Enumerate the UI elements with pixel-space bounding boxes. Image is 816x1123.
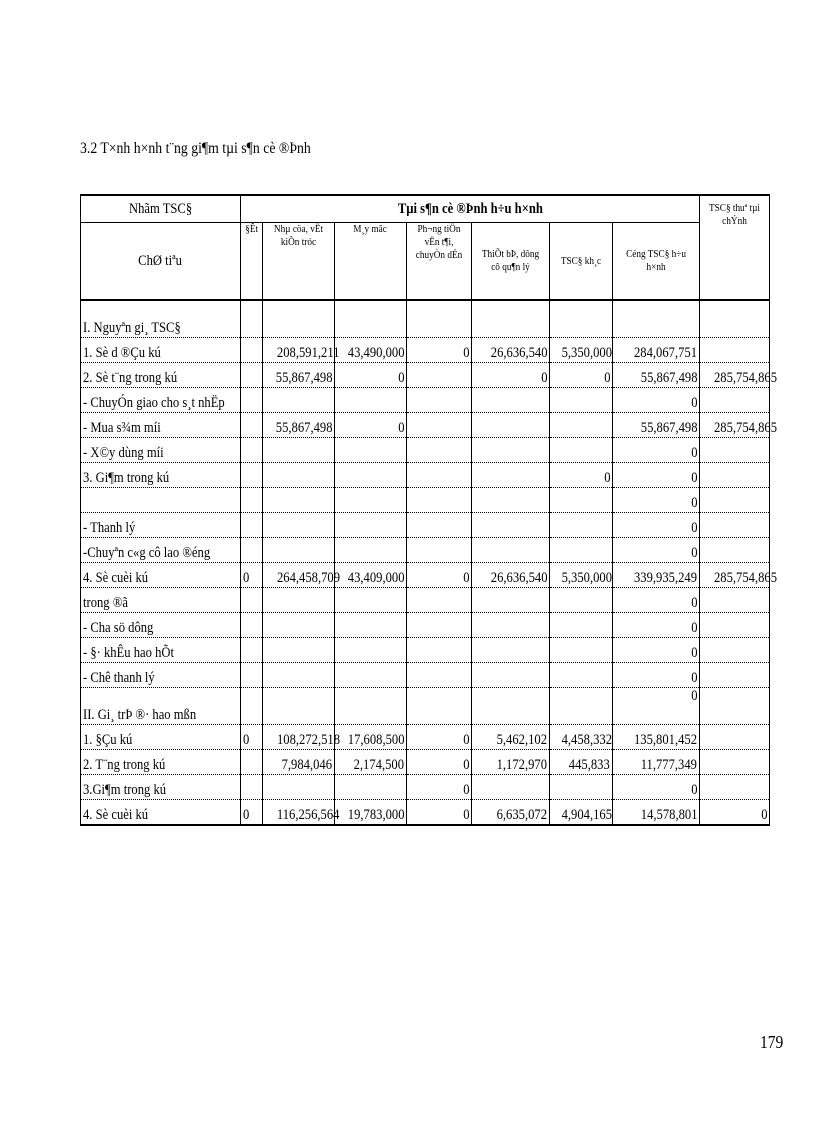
table-cell: 0 [613,463,700,488]
table-row [81,338,770,363]
table-cell [335,488,407,513]
table-cell: 43,490,000 [335,338,407,363]
table-cell [407,688,472,725]
table-cell [613,300,700,338]
table-cell: 0 [407,775,472,800]
table-cell [241,300,263,338]
table-cell [550,588,613,613]
table-row [81,438,770,463]
table-cell [263,463,335,488]
column-header-machinery: M¸y mãc [335,223,407,301]
table-cell [700,300,770,338]
criteria-header-cell: ChØ tiªu [81,223,241,301]
table-cell [407,363,472,388]
table-cell [241,438,263,463]
table-cell [335,638,407,663]
table-cell [335,538,407,563]
table-cell: 0 [241,800,263,826]
row-label: - Mua s¾m míi [81,413,241,438]
table-cell [241,363,263,388]
table-row [81,775,770,800]
table-cell [700,538,770,563]
table-cell: 5,350,000 [550,563,613,588]
table-cell: 0 [613,613,700,638]
table-cell [241,388,263,413]
table-cell [335,588,407,613]
header-row-group [81,195,770,223]
table-cell: 285,754,865 [700,413,770,438]
table-cell [550,775,613,800]
table-cell [700,775,770,800]
table-cell: 445,833 [550,750,613,775]
table-cell [700,438,770,463]
header-row-columns [81,223,770,301]
table-cell [472,488,550,513]
table-cell [550,300,613,338]
table-row [81,725,770,750]
table-cell [241,463,263,488]
table-cell [550,488,613,513]
table-row [81,688,770,725]
table-cell [241,538,263,563]
table-cell [241,338,263,363]
span-header-cell: Tµi s¶n cè ®Þnh h÷u h×nh [241,195,700,223]
table-cell: 0 [613,663,700,688]
table-cell: 26,636,540 [472,338,550,363]
table-cell [472,638,550,663]
table-cell: 0 [613,588,700,613]
table-cell [263,488,335,513]
table-cell [472,300,550,338]
group-header-cell: Nhãm TSC§ [81,195,241,223]
table-row [81,663,770,688]
table-row [81,800,770,826]
table-cell [550,388,613,413]
table-cell [472,513,550,538]
table-cell: 26,636,540 [472,563,550,588]
row-label [81,488,241,513]
fixed-asset-table [80,194,778,826]
table-cell: 0 [613,488,700,513]
table-row [81,613,770,638]
table-cell [407,300,472,338]
table-cell: 0 [613,688,700,725]
table-cell: 0 [613,775,700,800]
row-label: - Chê thanh lý [81,663,241,688]
row-label: - Cha sö dông [81,613,241,638]
table-cell [700,725,770,750]
table-cell [700,463,770,488]
table-cell [335,775,407,800]
table-cell [472,413,550,438]
table-cell: 5,350,000 [550,338,613,363]
column-header-buildings: Nhµ cöa, vËt kiÕn tróc [263,223,335,301]
table-cell [407,588,472,613]
table-cell: 5,462,102 [472,725,550,750]
table-cell [407,513,472,538]
table-row [81,488,770,513]
table-cell [263,388,335,413]
table-cell [241,413,263,438]
table-cell: 0 [550,463,613,488]
table-row [81,413,770,438]
table-cell [700,613,770,638]
table-cell [263,438,335,463]
row-label: - X©y dùng míi [81,438,241,463]
table-cell [335,688,407,725]
table-cell: 264,458,709 [263,563,335,588]
table-cell: 6,635,072 [472,800,550,826]
row-label: - ChuyÓn giao cho s¸t nhËp [81,388,241,413]
table-cell [550,513,613,538]
table-cell [407,613,472,638]
table-cell [700,488,770,513]
table-cell [263,613,335,638]
table-cell [700,513,770,538]
table-cell: 0 [613,638,700,663]
table-cell [241,613,263,638]
table-cell [263,663,335,688]
table-cell [700,588,770,613]
row-label: 2. Sè t¨ng trong kú [81,363,241,388]
row-label: - §· khÊu hao hÕt [81,638,241,663]
table-cell: 285,754,865 [700,363,770,388]
table-cell: 0 [407,563,472,588]
table-cell [263,538,335,563]
table-cell: 55,867,498 [263,363,335,388]
table-cell: 2,174,500 [335,750,407,775]
table-cell: 0 [550,363,613,388]
table-cell [550,613,613,638]
table-cell: 0 [335,363,407,388]
table-row [81,750,770,775]
table-cell [407,638,472,663]
row-label: 4. Sè cuèi kú [81,563,241,588]
table-cell [335,663,407,688]
table-cell [700,388,770,413]
table-cell: 0 [241,563,263,588]
table-cell [335,513,407,538]
table-cell [263,588,335,613]
table-cell: 55,867,498 [613,413,700,438]
table-cell: 0 [613,388,700,413]
table-cell [335,300,407,338]
table-cell [550,538,613,563]
table-row [81,538,770,563]
table-cell [263,638,335,663]
table-cell: 135,801,452 [613,725,700,750]
table-cell [407,488,472,513]
table-cell: 4,458,332 [550,725,613,750]
table-cell: 4,904,165 [550,800,613,826]
table-cell [472,538,550,563]
table-row [81,363,770,388]
row-label: 3.Gi¶m trong kú [81,775,241,800]
table-cell [550,663,613,688]
table-cell: 0 [407,750,472,775]
table-cell [335,613,407,638]
section-heading: 3.2 T×nh h×nh t¨ng gi¶m tµi s¶n cè ®Þnh [80,140,311,157]
row-label: 4. Sè cuèi kú [81,800,241,826]
row-label: 2. T¨ng trong kú [81,750,241,775]
table-cell: 55,867,498 [263,413,335,438]
table-cell [472,438,550,463]
table-cell [241,775,263,800]
page-number: 179 [760,1032,784,1052]
table-row [81,588,770,613]
table-cell [241,588,263,613]
table-cell [700,338,770,363]
table-cell: 116,256,564 [263,800,335,826]
table-cell [335,388,407,413]
table-cell: 284,067,751 [613,338,700,363]
table-cell: 208,591,211 [263,338,335,363]
table-cell: 0 [407,338,472,363]
table-cell [550,638,613,663]
table-cell [263,513,335,538]
column-header-total-tangible: Céng TSC§ h÷u h×nh [613,223,700,301]
row-label: - Thanh lý [81,513,241,538]
table-row [81,638,770,663]
table-cell: 19,783,000 [335,800,407,826]
table-cell [335,463,407,488]
table-cell: 0 [472,363,550,388]
table-cell [472,588,550,613]
table-cell [407,538,472,563]
table-cell: 108,272,518 [263,725,335,750]
table-cell [700,663,770,688]
table-cell [241,688,263,725]
row-label: 3. Gi¶m trong kú [81,463,241,488]
table-cell [550,688,613,725]
table-cell: 0 [613,438,700,463]
table-cell [550,438,613,463]
table-row [81,463,770,488]
table-cell [472,388,550,413]
column-header-finance-lease: TSC§ thuª tµi chÝnh [700,195,770,300]
table-cell [241,663,263,688]
table-cell: 0 [241,725,263,750]
table-cell [700,638,770,663]
table-cell: 0 [700,800,770,826]
column-header-equipment: ThiÕt bÞ, dông cô qu¶n lý [472,223,550,301]
table-cell [407,388,472,413]
table-cell [472,775,550,800]
table-cell: 7,984,046 [263,750,335,775]
table-cell [335,438,407,463]
table-cell [472,463,550,488]
table-cell [241,513,263,538]
table-cell [472,663,550,688]
table-cell: 0 [613,538,700,563]
column-header-land: §Êt [241,223,263,301]
table-cell: 11,777,349 [613,750,700,775]
table-cell: 1,172,970 [472,750,550,775]
table-cell [241,638,263,663]
table-cell [472,613,550,638]
row-label: II. Gi¸ trÞ ®· hao mßn [81,688,241,725]
table-cell [700,688,770,725]
table-row [81,388,770,413]
table-cell [241,488,263,513]
table-cell [263,688,335,725]
table-cell [241,750,263,775]
table-cell [700,750,770,775]
table-row [81,513,770,538]
table-cell: 0 [407,800,472,826]
table-cell: 339,935,249 [613,563,700,588]
table-cell [263,300,335,338]
table-row [81,563,770,588]
column-header-vehicles: Ph¬ng tiÖn vËn t¶i, chuyÒn dÉn [407,223,472,301]
column-header-other: TSC§ kh¸c [550,223,613,301]
row-label: trong ®ã [81,588,241,613]
table-cell: 0 [335,413,407,438]
table-cell: 285,754,865 [700,563,770,588]
table-cell [472,688,550,725]
table-row [81,300,770,338]
table-cell [263,775,335,800]
table-cell [407,663,472,688]
row-label: 1. Sè d ®Çu kú [81,338,241,363]
table-cell: 17,608,500 [335,725,407,750]
table-cell: 14,578,801 [613,800,700,826]
row-label: -Chuyªn c«g cô lao ®éng [81,538,241,563]
row-label: 1. §Çu kú [81,725,241,750]
table-cell [550,413,613,438]
table-cell [407,463,472,488]
table-cell: 55,867,498 [613,363,700,388]
table-cell [407,438,472,463]
table-cell: 0 [613,513,700,538]
row-label: I. Nguyªn gi¸ TSC§ [81,300,241,338]
table-cell: 43,409,000 [335,563,407,588]
table-cell: 0 [407,725,472,750]
table-cell [407,413,472,438]
